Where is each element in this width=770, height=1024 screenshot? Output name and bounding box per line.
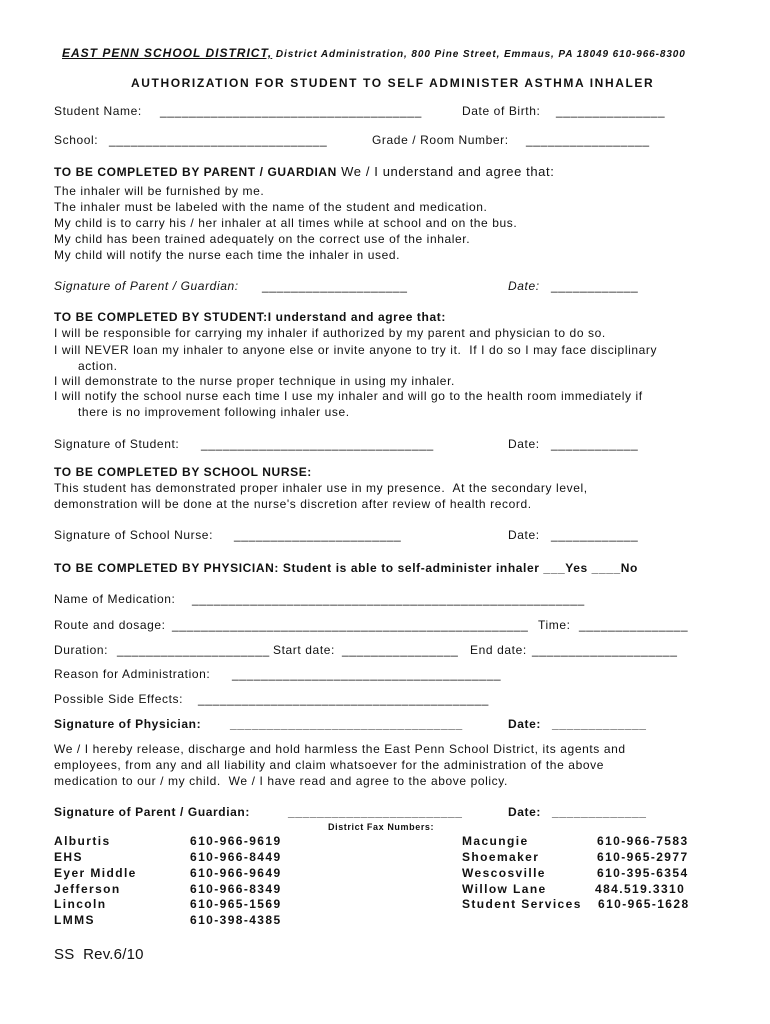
student-line-6: there is no improvement following inhaler use. bbox=[78, 405, 350, 419]
student-section-heading: TO BE COMPLETED BY STUDENT:I understand and agree that: bbox=[54, 310, 446, 324]
fax-school: Lincoln bbox=[54, 897, 107, 911]
route-dosage-field[interactable]: _________________________________________________ bbox=[172, 618, 529, 632]
fax-school: Shoemaker bbox=[462, 850, 540, 864]
fax-number: 610-966-9619 bbox=[190, 834, 282, 848]
release-date-field[interactable]: _____________ bbox=[552, 805, 647, 819]
start-date-field[interactable]: ________________ bbox=[342, 643, 459, 657]
student-line-4: I will demonstrate to the nurse proper technique in using my inhaler. bbox=[54, 374, 455, 388]
student-date-label: Date: bbox=[508, 437, 540, 451]
route-dosage-label: Route and dosage: bbox=[54, 618, 166, 632]
fax-number: 610-966-8449 bbox=[190, 850, 282, 864]
revision-code: SS Rev.6/10 bbox=[54, 946, 144, 963]
parent-signature-label: Signature of Parent / Guardian: bbox=[54, 279, 239, 293]
end-date-field[interactable]: ____________________ bbox=[532, 643, 678, 657]
time-field[interactable]: _______________ bbox=[579, 618, 689, 632]
release-line-1: We / I hereby release, discharge and hold harmless the East Penn School District, its agents and bbox=[54, 742, 626, 756]
student-signature-label: Signature of Student: bbox=[54, 437, 180, 451]
duration-label: Duration: bbox=[54, 643, 109, 657]
fax-number: 610-395-6354 bbox=[597, 866, 689, 880]
physician-section-heading: TO BE COMPLETED BY PHYSICIAN: Student is able to self-administer inhaler ___Yes ____No bbox=[54, 561, 638, 575]
fax-numbers-title: District Fax Numbers: bbox=[328, 822, 435, 832]
fax-number: 610-965-1569 bbox=[190, 897, 282, 911]
parent-date-label: Date: bbox=[508, 279, 540, 293]
reason-label: Reason for Administration: bbox=[54, 667, 211, 681]
nurse-date-field[interactable]: ____________ bbox=[551, 528, 639, 542]
nurse-date-label: Date: bbox=[508, 528, 540, 542]
student-line-1: I will be responsible for carrying my inhaler if authorized by my parent and physician to do so. bbox=[54, 326, 606, 340]
fax-school: Eyer Middle bbox=[54, 866, 137, 880]
nurse-line-2: demonstration will be done at the nurse's discretion after review of health record. bbox=[54, 497, 532, 511]
parent-line-2: The inhaler must be labeled with the name of the student and medication. bbox=[54, 200, 488, 214]
district-address: District Administration, 800 Pine Street, Emmaus, PA 18049 610-966-8300 bbox=[272, 49, 686, 60]
fax-number: 610-965-2977 bbox=[597, 850, 689, 864]
fax-school: Macungie bbox=[462, 834, 529, 848]
parent-section-heading-row bbox=[54, 164, 554, 179]
fax-number: 610-398-4385 bbox=[190, 913, 282, 927]
parent-signature-field[interactable]: ____________________ bbox=[262, 279, 408, 293]
fax-number: 610-966-9649 bbox=[190, 866, 282, 880]
reason-field[interactable]: _____________________________________ bbox=[232, 667, 502, 681]
parent-section-heading: TO BE COMPLETED BY PARENT / GUARDIAN bbox=[54, 165, 337, 179]
medication-label: Name of Medication: bbox=[54, 592, 176, 606]
form-title: AUTHORIZATION FOR STUDENT TO SELF ADMINISTER ASTHMA INHALER bbox=[131, 76, 655, 90]
school-field[interactable]: ______________________________ bbox=[109, 133, 328, 147]
dob-label: Date of Birth: bbox=[462, 104, 541, 118]
start-date-label: Start date: bbox=[273, 643, 335, 657]
student-name-field[interactable]: ____________________________________ bbox=[160, 104, 422, 118]
student-line-5: I will notify the school nurse each time I use my inhaler and will go to the health room immediately if bbox=[54, 389, 643, 403]
district-header bbox=[62, 46, 686, 60]
physician-signature-field[interactable]: ________________________________ bbox=[230, 717, 463, 731]
parent-line-1: The inhaler will be furnished by me. bbox=[54, 184, 265, 198]
student-line-2: I will NEVER loan my inhaler to anyone else or invite anyone to try it. If I do so I may face disciplinary bbox=[54, 343, 658, 357]
district-name: EAST PENN SCHOOL DISTRICT, bbox=[62, 46, 273, 60]
physician-date-label: Date: bbox=[508, 717, 542, 731]
student-signature-field[interactable]: ________________________________ bbox=[201, 437, 434, 451]
nurse-signature-field[interactable]: _______________________ bbox=[234, 528, 402, 542]
fax-number: 484.519.3310 bbox=[595, 882, 686, 896]
nurse-line-1: This student has demonstrated proper inhaler use in my presence. At the secondary level, bbox=[54, 481, 588, 495]
parent-line-4: My child has been trained adequately on the correct use of the inhaler. bbox=[54, 232, 471, 246]
release-line-3: medication to our / my child. We / I have read and agree to the above policy. bbox=[54, 774, 508, 788]
physician-signature-label: Signature of Physician: bbox=[54, 717, 202, 731]
parent-section-intro: We / I understand and agree that: bbox=[336, 164, 555, 179]
student-name-label: Student Name: bbox=[54, 104, 142, 118]
fax-school: Alburtis bbox=[54, 834, 111, 848]
grade-room-field[interactable]: _________________ bbox=[526, 133, 650, 147]
fax-number: 610-966-7583 bbox=[597, 834, 689, 848]
time-label: Time: bbox=[538, 618, 571, 632]
student-line-3: action. bbox=[78, 359, 118, 373]
parent-line-5: My child will notify the nurse each time the inhaler in used. bbox=[54, 248, 401, 262]
release-signature-label: Signature of Parent / Guardian: bbox=[54, 805, 250, 819]
fax-school: EHS bbox=[54, 850, 83, 864]
student-date-field[interactable]: ____________ bbox=[551, 437, 639, 451]
side-effects-label: Possible Side Effects: bbox=[54, 692, 184, 706]
dob-field[interactable]: _______________ bbox=[556, 104, 666, 118]
release-line-2: employees, from any and all liability and claim whatsoever for the administration of the above bbox=[54, 758, 604, 772]
fax-school: Student Services bbox=[462, 897, 582, 911]
fax-school: Willow Lane bbox=[462, 882, 547, 896]
school-label: School: bbox=[54, 133, 99, 147]
fax-school: Wescosville bbox=[462, 866, 546, 880]
nurse-section-heading: TO BE COMPLETED BY SCHOOL NURSE: bbox=[54, 465, 312, 479]
nurse-signature-label: Signature of School Nurse: bbox=[54, 528, 214, 542]
release-signature-field[interactable]: ________________________ bbox=[288, 805, 463, 819]
grade-room-label: Grade / Room Number: bbox=[372, 133, 509, 147]
parent-date-field[interactable]: ____________ bbox=[551, 279, 639, 293]
parent-line-3: My child is to carry his / her inhaler at all times while at school and on the bus. bbox=[54, 216, 518, 230]
release-date-label: Date: bbox=[508, 805, 542, 819]
fax-school: Jefferson bbox=[54, 882, 121, 896]
fax-school: LMMS bbox=[54, 913, 95, 927]
end-date-label: End date: bbox=[470, 643, 527, 657]
physician-date-field[interactable]: _____________ bbox=[552, 717, 647, 731]
medication-field[interactable]: ______________________________________________________ bbox=[192, 592, 585, 606]
side-effects-field[interactable]: ________________________________________ bbox=[198, 692, 489, 706]
fax-number: 610-965-1628 bbox=[598, 897, 690, 911]
fax-number: 610-966-8349 bbox=[190, 882, 282, 896]
duration-field[interactable]: _____________________ bbox=[117, 643, 270, 657]
